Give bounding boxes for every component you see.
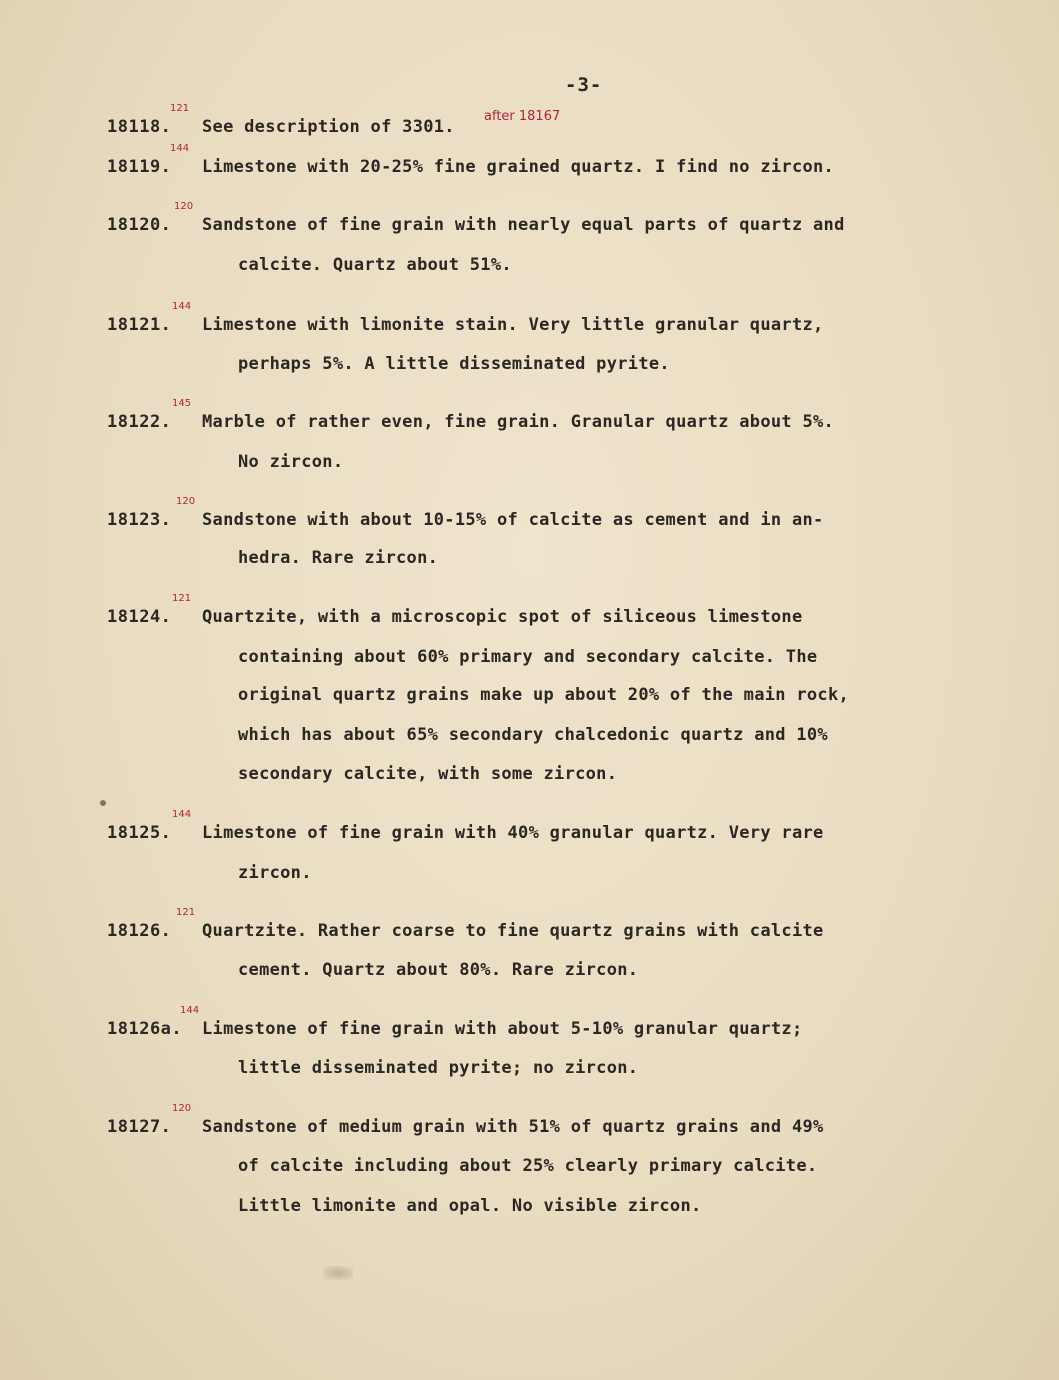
description-line: secondary calcite, with some zircon. <box>238 764 618 784</box>
description-line: hedra. Rare zircon. <box>238 548 439 568</box>
description-line: Little limonite and opal. No visible zircon. <box>238 1196 702 1216</box>
specimen-number: 18118. <box>107 117 172 137</box>
description-line: containing about 60% primary and secondary calcite. The <box>238 647 818 667</box>
description-line: Quartzite, with a microscopic spot of siliceous limestone <box>202 607 803 627</box>
description-line: See description of 3301. <box>202 117 455 137</box>
handwritten-annotation: 145 <box>172 398 192 409</box>
description-line: perhaps 5%. A little disseminated pyrite. <box>238 354 670 374</box>
page-number: -3- <box>565 74 603 96</box>
description-line: little disseminated pyrite; no zircon. <box>238 1058 639 1078</box>
description-line: which has about 65% secondary chalcedonic quartz and 10% <box>238 725 828 745</box>
specimen-number: 18127. <box>107 1117 172 1137</box>
handwritten-annotation: 121 <box>176 907 196 918</box>
handwritten-annotation: 144 <box>170 143 190 154</box>
description-line: original quartz grains make up about 20% of the main rock, <box>238 685 850 705</box>
specimen-number: 18126. <box>107 921 172 941</box>
description-line: Sandstone of medium grain with 51% of quartz grains and 49% <box>202 1117 824 1137</box>
specimen-number: 18124. <box>107 607 172 627</box>
specimen-number: 18125. <box>107 823 172 843</box>
description-line: zircon. <box>238 863 312 883</box>
specimen-number: 18119. <box>107 157 172 177</box>
specimen-number: 18120. <box>107 215 172 235</box>
description-line: Limestone of fine grain with 40% granular quartz. Very rare <box>202 823 824 843</box>
specimen-number: 18121. <box>107 315 172 335</box>
handwritten-after-note: after 18167 <box>484 109 561 124</box>
handwritten-annotation: 121 <box>170 103 190 114</box>
handwritten-annotation: 120 <box>174 201 194 212</box>
description-line: No zircon. <box>238 452 344 472</box>
description-line: calcite. Quartz about 51%. <box>238 255 512 275</box>
paper-smudge <box>323 1266 353 1280</box>
description-line: Marble of rather even, fine grain. Granular quartz about 5%. <box>202 412 835 432</box>
description-line: Limestone with limonite stain. Very little granular quartz, <box>202 315 824 335</box>
specimen-number: 18126a. <box>107 1019 183 1039</box>
specimen-number: 18123. <box>107 510 172 530</box>
handwritten-annotation: 120 <box>176 496 196 507</box>
handwritten-annotation: 144 <box>172 809 192 820</box>
handwritten-annotation: 144 <box>180 1005 200 1016</box>
description-line: Sandstone of fine grain with nearly equal parts of quartz and <box>202 215 845 235</box>
description-line: of calcite including about 25% clearly primary calcite. <box>238 1156 818 1176</box>
description-line: Limestone of fine grain with about 5-10% granular quartz; <box>202 1019 803 1039</box>
description-line: cement. Quartz about 80%. Rare zircon. <box>238 960 639 980</box>
description-line: Limestone with 20-25% fine grained quartz. I find no zircon. <box>202 157 835 177</box>
specimen-number: 18122. <box>107 412 172 432</box>
handwritten-annotation: 121 <box>172 593 192 604</box>
description-line: Quartzite. Rather coarse to fine quartz grains with calcite <box>202 921 824 941</box>
handwritten-annotation: 144 <box>172 301 192 312</box>
description-line: Sandstone with about 10-15% of calcite as cement and in an- <box>202 510 824 530</box>
handwritten-annotation: 120 <box>172 1103 192 1114</box>
ink-spot <box>100 800 106 806</box>
